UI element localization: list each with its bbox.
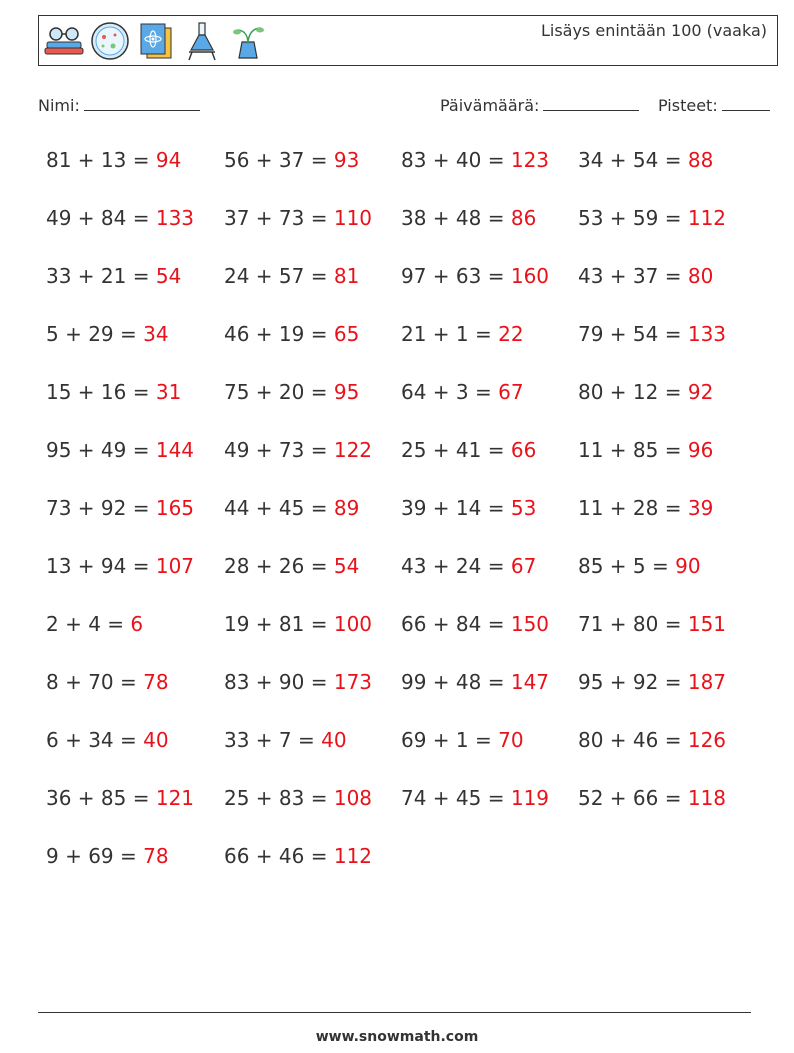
footer-divider (38, 1012, 751, 1013)
problem-answer: 100 (333, 612, 373, 636)
problem-answer: 121 (155, 786, 195, 810)
name-label: Nimi: (38, 96, 80, 115)
problem-question: 28 + 26 = (224, 554, 334, 578)
problem-answer: 31 (155, 380, 182, 404)
problem-item (401, 786, 549, 810)
problem-item (578, 322, 726, 346)
problem-answer: 112 (333, 844, 373, 868)
problem-item (224, 728, 347, 752)
problem-answer: 173 (333, 670, 373, 694)
date-blank[interactable] (543, 94, 639, 111)
footer-url: www.snowmath.com (315, 1029, 479, 1045)
plant-beaker-icon (227, 20, 269, 62)
problem-item (46, 496, 194, 520)
problem-answer: 133 (155, 206, 195, 230)
problem-item (401, 554, 536, 578)
problem-answer: 93 (333, 148, 360, 172)
name-field (38, 94, 200, 115)
problem-question: 66 + 84 = (401, 612, 511, 636)
problem-answer: 123 (510, 148, 550, 172)
problem-question: 95 + 92 = (578, 670, 688, 694)
problem-item (224, 322, 359, 346)
problem-question: 53 + 59 = (578, 206, 688, 230)
problem-answer: 78 (143, 844, 169, 868)
problem-item (401, 380, 524, 404)
problem-answer: 90 (675, 554, 701, 578)
problem-answer: 118 (687, 786, 727, 810)
problem-answer: 89 (333, 496, 360, 520)
problem-item (46, 206, 194, 230)
problem-question: 21 + 1 = (401, 322, 499, 346)
petri-dish-icon (89, 20, 131, 62)
problem-item (401, 322, 524, 346)
problem-question: 52 + 66 = (578, 786, 688, 810)
problem-answer: 144 (155, 438, 195, 462)
problem-question: 25 + 41 = (401, 438, 511, 462)
problem-item (578, 612, 726, 636)
problem-item (401, 264, 549, 288)
problem-answer: 160 (510, 264, 550, 288)
problem-question: 95 + 49 = (46, 438, 156, 462)
problem-question: 33 + 21 = (46, 264, 156, 288)
problem-question: 71 + 80 = (578, 612, 688, 636)
problem-item (46, 380, 181, 404)
problem-answer: 81 (333, 264, 360, 288)
problem-answer: 165 (155, 496, 195, 520)
problem-item (401, 148, 549, 172)
problem-question: 75 + 20 = (224, 380, 334, 404)
problem-question: 39 + 14 = (401, 496, 511, 520)
problem-item (224, 148, 359, 172)
problem-item (401, 206, 536, 230)
problem-answer: 53 (510, 496, 537, 520)
problem-answer: 126 (687, 728, 727, 752)
problem-item (46, 264, 181, 288)
problem-item (224, 844, 372, 868)
problem-answer: 122 (333, 438, 373, 462)
problem-question: 81 + 13 = (46, 148, 156, 172)
problem-question: 5 + 29 = (46, 322, 144, 346)
problem-item (578, 206, 726, 230)
problem-item (224, 264, 359, 288)
problem-question: 15 + 16 = (46, 380, 156, 404)
problem-item (46, 612, 143, 636)
header-box (38, 15, 778, 66)
problem-question: 99 + 48 = (401, 670, 511, 694)
name-blank[interactable] (84, 94, 200, 111)
problem-item (46, 728, 169, 752)
problem-question: 37 + 73 = (224, 206, 334, 230)
problem-item (578, 264, 713, 288)
problem-question: 74 + 45 = (401, 786, 511, 810)
problem-answer: 187 (687, 670, 727, 694)
problem-item (224, 206, 372, 230)
problem-answer: 133 (687, 322, 727, 346)
problem-item (578, 438, 713, 462)
problem-question: 97 + 63 = (401, 264, 511, 288)
score-blank[interactable] (722, 94, 770, 111)
problem-answer: 110 (333, 206, 373, 230)
problem-answer: 94 (155, 148, 182, 172)
problem-question: 46 + 19 = (224, 322, 334, 346)
problem-question: 33 + 7 = (224, 728, 322, 752)
problem-question: 43 + 37 = (578, 264, 688, 288)
problem-question: 24 + 57 = (224, 264, 334, 288)
problem-answer: 67 (510, 554, 537, 578)
problem-item (578, 728, 726, 752)
problem-item (578, 554, 701, 578)
problem-question: 73 + 92 = (46, 496, 156, 520)
problem-item (578, 670, 726, 694)
problem-answer: 86 (510, 206, 537, 230)
problem-answer: 119 (510, 786, 550, 810)
problem-question: 56 + 37 = (224, 148, 334, 172)
problem-question: 11 + 28 = (578, 496, 688, 520)
problem-answer: 95 (333, 380, 360, 404)
problem-answer: 92 (687, 380, 714, 404)
problem-item (401, 438, 536, 462)
problem-answer: 34 (143, 322, 169, 346)
problem-item (224, 438, 372, 462)
problem-answer: 108 (333, 786, 373, 810)
problem-item (224, 496, 359, 520)
problem-question: 34 + 54 = (578, 148, 688, 172)
problem-answer: 107 (155, 554, 195, 578)
problem-question: 19 + 81 = (224, 612, 334, 636)
problem-item (46, 438, 194, 462)
problem-item (46, 554, 194, 578)
problem-answer: 78 (143, 670, 169, 694)
problem-item (224, 380, 359, 404)
header-icons (43, 20, 269, 62)
problem-question: 80 + 46 = (578, 728, 688, 752)
problem-item (46, 322, 169, 346)
score-field (658, 94, 770, 115)
problem-answer: 151 (687, 612, 727, 636)
date-field (440, 94, 639, 115)
problem-item (224, 554, 359, 578)
problem-question: 79 + 54 = (578, 322, 688, 346)
problem-answer: 40 (321, 728, 347, 752)
problem-answer: 150 (510, 612, 550, 636)
problem-question: 36 + 85 = (46, 786, 156, 810)
problem-answer: 54 (333, 554, 360, 578)
problem-question: 9 + 69 = (46, 844, 144, 868)
problem-answer: 80 (687, 264, 714, 288)
worksheet-title: Lisäys enintään 100 (vaaka) (540, 21, 767, 40)
problem-question: 13 + 94 = (46, 554, 156, 578)
problem-item (224, 670, 372, 694)
problem-item (401, 670, 549, 694)
problem-item (46, 670, 169, 694)
problem-item (46, 844, 169, 868)
problem-answer: 112 (687, 206, 727, 230)
problem-question: 49 + 84 = (46, 206, 156, 230)
problem-answer: 39 (687, 496, 714, 520)
books-goggles-icon (43, 20, 85, 62)
problem-answer: 40 (143, 728, 169, 752)
problem-item (401, 496, 536, 520)
problem-item (578, 786, 726, 810)
problem-question: 69 + 1 = (401, 728, 499, 752)
problem-question: 2 + 4 = (46, 612, 131, 636)
problem-item (578, 496, 713, 520)
problem-answer: 147 (510, 670, 550, 694)
problem-answer: 65 (333, 322, 360, 346)
problem-question: 83 + 40 = (401, 148, 511, 172)
score-label: Pisteet: (658, 96, 718, 115)
problem-question: 85 + 5 = (578, 554, 676, 578)
problem-question: 43 + 24 = (401, 554, 511, 578)
problem-question: 38 + 48 = (401, 206, 511, 230)
problem-question: 11 + 85 = (578, 438, 688, 462)
problem-answer: 70 (498, 728, 524, 752)
problem-answer: 66 (510, 438, 537, 462)
problem-answer: 88 (687, 148, 714, 172)
problem-question: 44 + 45 = (224, 496, 334, 520)
problem-answer: 54 (155, 264, 182, 288)
problem-answer: 96 (687, 438, 714, 462)
problem-question: 8 + 70 = (46, 670, 144, 694)
problem-item (401, 728, 524, 752)
problem-item (46, 148, 181, 172)
problem-item (224, 612, 372, 636)
problem-item (578, 148, 713, 172)
problem-question: 83 + 90 = (224, 670, 334, 694)
date-label: Päivämäärä: (440, 96, 540, 115)
problem-item (224, 786, 372, 810)
problem-item (46, 786, 194, 810)
flask-stand-icon (181, 20, 223, 62)
problem-question: 66 + 46 = (224, 844, 334, 868)
problem-item (578, 380, 713, 404)
problem-item (401, 612, 549, 636)
problem-answer: 22 (498, 322, 524, 346)
problem-question: 6 + 34 = (46, 728, 144, 752)
problem-answer: 6 (130, 612, 144, 636)
problem-answer: 67 (498, 380, 524, 404)
atom-book-icon (135, 20, 177, 62)
problem-question: 64 + 3 = (401, 380, 499, 404)
problem-question: 49 + 73 = (224, 438, 334, 462)
problem-question: 80 + 12 = (578, 380, 688, 404)
problem-question: 25 + 83 = (224, 786, 334, 810)
